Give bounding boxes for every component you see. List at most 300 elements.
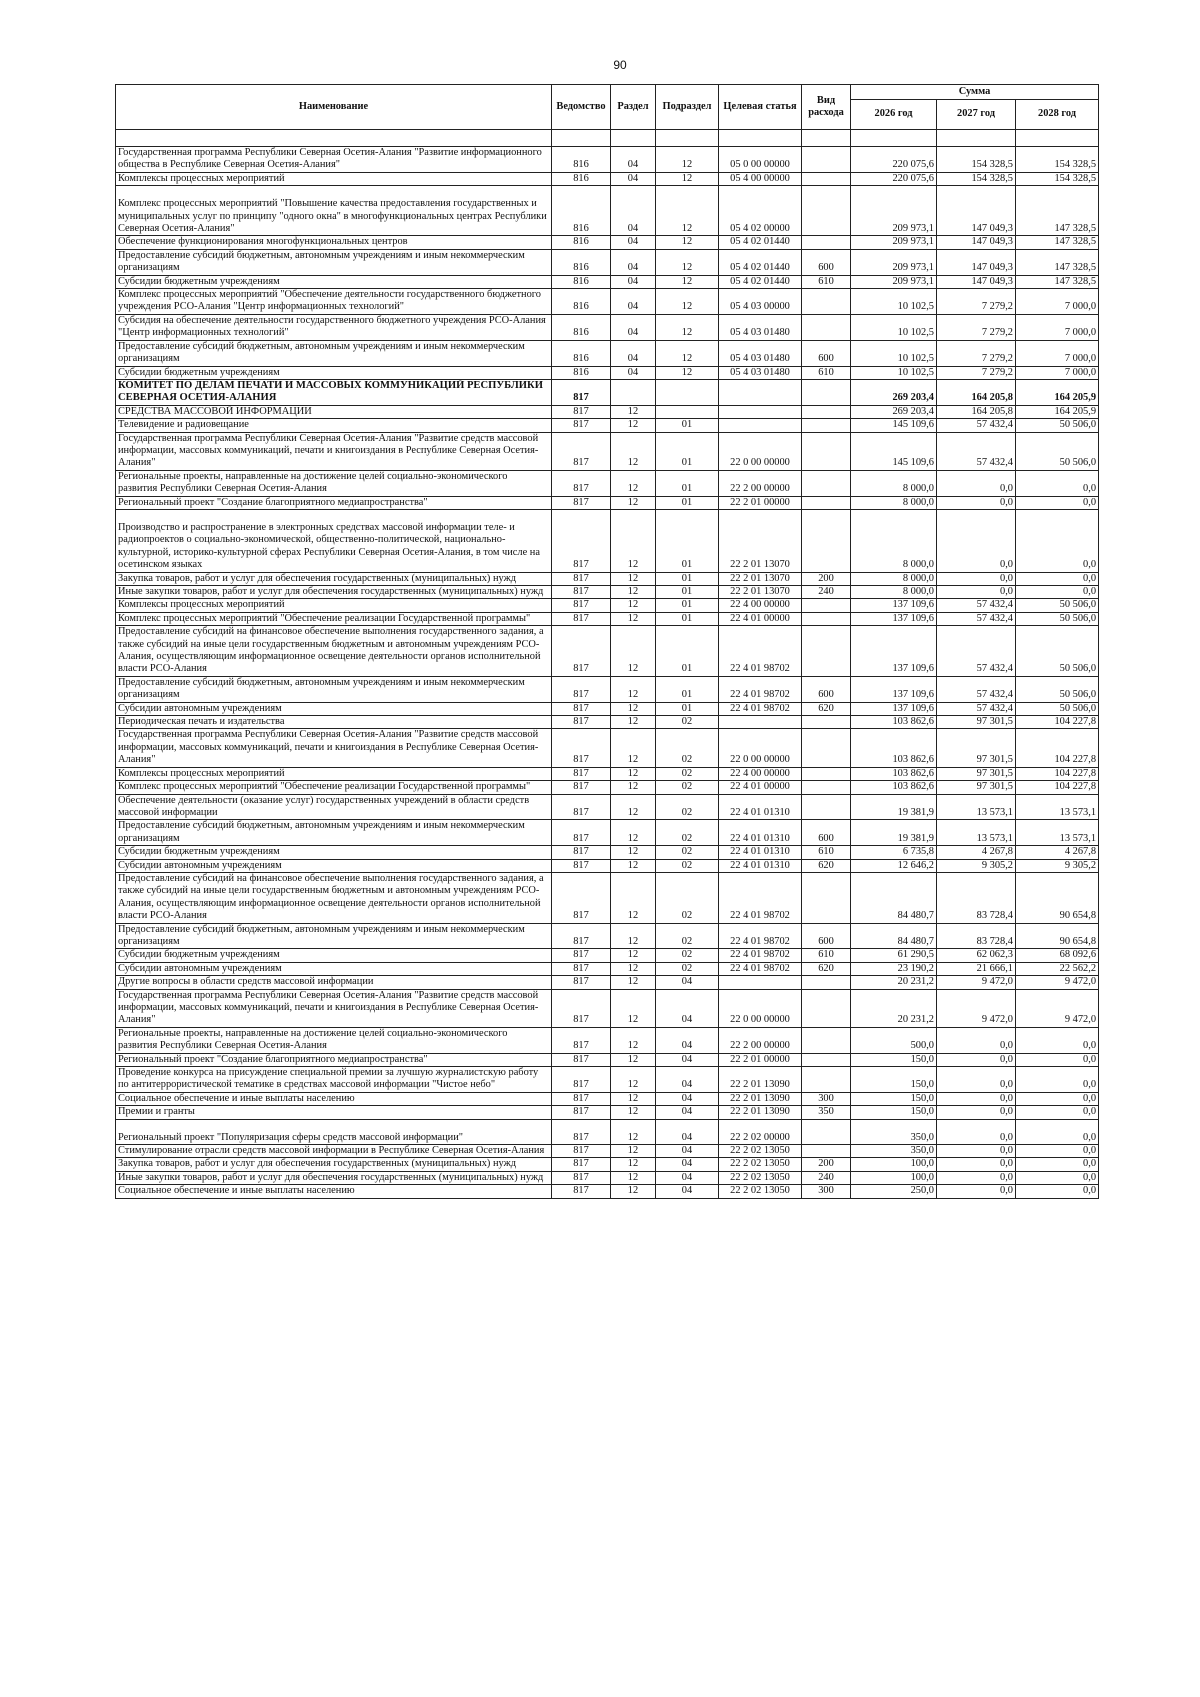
row-sum-2027: 164 205,8 [937, 405, 1016, 418]
row-razdel: 12 [611, 1158, 656, 1171]
row-sum-2028: 147 328,5 [1016, 236, 1099, 249]
row-vid: 620 [802, 702, 851, 715]
row-target [719, 405, 802, 418]
row-sum-2028: 164 205,9 [1016, 405, 1099, 418]
table-row [116, 275, 1099, 288]
row-sum-2026: 220 075,6 [851, 147, 937, 173]
row-vedomstvo: 817 [552, 1185, 611, 1198]
row-sum-2027: 147 049,3 [937, 186, 1016, 236]
row-sum-2026: 150,0 [851, 1053, 937, 1066]
row-podrazdel: 01 [656, 586, 719, 599]
table-row [116, 1171, 1099, 1184]
row-razdel: 12 [611, 676, 656, 702]
row-sum-2026: 145 109,6 [851, 419, 937, 432]
header-name: Наименование [116, 85, 552, 130]
row-vid [802, 716, 851, 729]
table-row [116, 340, 1099, 366]
row-target: 22 4 01 01310 [719, 846, 802, 859]
page-number: 90 [613, 58, 627, 72]
row-sum-2028: 0,0 [1016, 1145, 1099, 1158]
row-podrazdel: 02 [656, 794, 719, 820]
row-sum-2028: 50 506,0 [1016, 599, 1099, 612]
row-podrazdel: 12 [656, 366, 719, 379]
row-sum-2026: 100,0 [851, 1158, 937, 1171]
row-sum-2027: 0,0 [937, 586, 1016, 599]
table-row [116, 470, 1099, 496]
row-razdel: 12 [611, 976, 656, 989]
row-vid [802, 405, 851, 418]
row-name: Субсидии бюджетным учреждениям [116, 366, 552, 379]
row-sum-2026: 10 102,5 [851, 340, 937, 366]
row-name: Периодическая печать и издательства [116, 716, 552, 729]
table-row [116, 767, 1099, 780]
row-name: Комплекс процессных мероприятий "Обеспечение реализации Государственной программы" [116, 781, 552, 794]
row-target: 22 2 01 13090 [719, 1067, 802, 1093]
row-target: 22 2 01 13090 [719, 1106, 802, 1119]
row-podrazdel: 04 [656, 976, 719, 989]
table-row [116, 172, 1099, 185]
row-podrazdel: 04 [656, 1158, 719, 1171]
row-target: 22 2 00 00000 [719, 1027, 802, 1053]
row-vid [802, 1053, 851, 1066]
budget-table [115, 84, 1099, 1199]
row-sum-2026: 350,0 [851, 1145, 937, 1158]
row-razdel: 12 [611, 859, 656, 872]
row-podrazdel: 04 [656, 1053, 719, 1066]
row-name: Комплекс процессных мероприятий "Обеспечение реализации Государственной программы" [116, 612, 552, 625]
row-vedomstvo: 817 [552, 729, 611, 767]
row-vid [802, 432, 851, 470]
row-sum-2028: 0,0 [1016, 1185, 1099, 1198]
table-row [116, 509, 1099, 572]
row-razdel: 04 [611, 172, 656, 185]
row-vid [802, 1119, 851, 1144]
row-sum-2028: 0,0 [1016, 1119, 1099, 1144]
row-name: Предоставление субсидий бюджетным, автономным учреждениям и иным некоммерческим организациям [116, 676, 552, 702]
row-sum-2026: 12 646,2 [851, 859, 937, 872]
row-sum-2026: 250,0 [851, 1185, 937, 1198]
row-razdel: 04 [611, 314, 656, 340]
row-sum-2027: 57 432,4 [937, 612, 1016, 625]
row-sum-2026: 8 000,0 [851, 470, 937, 496]
row-target: 22 2 02 13050 [719, 1158, 802, 1171]
row-vid: 350 [802, 1106, 851, 1119]
table-row [116, 626, 1099, 677]
table-row [116, 1106, 1099, 1119]
row-name: Государственная программа Республики Северная Осетия-Алания "Развитие средств массовой информации, массовых коммуникаций, печати и книгоиздания в Республике Северная Осетия-Алания" [116, 729, 552, 767]
row-target: 22 4 01 98702 [719, 872, 802, 923]
row-name: Телевидение и радиовещание [116, 419, 552, 432]
row-sum-2028: 50 506,0 [1016, 676, 1099, 702]
row-podrazdel: 02 [656, 872, 719, 923]
row-razdel: 12 [611, 949, 656, 962]
row-name: Стимулирование отрасли средств массовой информации в Республике Северная Осетия-Алания [116, 1145, 552, 1158]
row-vid [802, 289, 851, 315]
row-vid [802, 147, 851, 173]
table-row [116, 405, 1099, 418]
row-podrazdel: 04 [656, 1067, 719, 1093]
row-vedomstvo: 817 [552, 989, 611, 1027]
row-target: 05 4 03 01480 [719, 366, 802, 379]
row-name: Предоставление субсидий на финансовое обеспечение выполнения государственного задания, а также субсидий на иные цели государственным бюджетным и автономным учреждениям РСО-Алания, осуществляющим информационное освещение деятельности органов исполнительной власти РСО-Алания [116, 626, 552, 677]
row-sum-2026: 137 109,6 [851, 702, 937, 715]
row-target: 05 4 03 00000 [719, 289, 802, 315]
row-podrazdel: 01 [656, 509, 719, 572]
row-name: Комплексы процессных мероприятий [116, 172, 552, 185]
row-name-text: Региональный проект "Популяризация сферы средств массовой информации" [118, 1131, 464, 1143]
row-sum-2028: 104 227,8 [1016, 716, 1099, 729]
row-vedomstvo: 817 [552, 1092, 611, 1105]
header-vedomstvo: Ведомство [552, 85, 611, 130]
row-vedomstvo: 816 [552, 249, 611, 275]
row-sum-2028: 0,0 [1016, 586, 1099, 599]
row-sum-2027: 0,0 [937, 1053, 1016, 1066]
row-vid [802, 781, 851, 794]
row-vedomstvo: 816 [552, 172, 611, 185]
row-sum-2026: 209 973,1 [851, 275, 937, 288]
row-podrazdel: 01 [656, 470, 719, 496]
row-vid [802, 172, 851, 185]
row-razdel: 12 [611, 419, 656, 432]
row-vid [802, 379, 851, 405]
row-name: Региональные проекты, направленные на достижение целей социально-экономического развития Республики Северная Осетия-Алания [116, 1027, 552, 1053]
row-razdel [611, 379, 656, 405]
row-vid [802, 794, 851, 820]
row-target: 22 2 02 13050 [719, 1185, 802, 1198]
row-vid [802, 1145, 851, 1158]
row-podrazdel: 01 [656, 702, 719, 715]
row-name [116, 1119, 552, 1144]
row-sum-2027: 57 432,4 [937, 676, 1016, 702]
row-podrazdel: 04 [656, 1119, 719, 1144]
row-vid [802, 1027, 851, 1053]
row-sum-2028: 0,0 [1016, 1067, 1099, 1093]
row-sum-2028: 7 000,0 [1016, 366, 1099, 379]
table-row [116, 781, 1099, 794]
row-sum-2027: 9 472,0 [937, 976, 1016, 989]
row-name: Комплекс процессных мероприятий "Обеспечение деятельности государственного бюджетного учреждения РСО-Алания "Центр информационных технологий" [116, 289, 552, 315]
table-body [116, 147, 1099, 1199]
table-row [116, 1119, 1099, 1144]
row-sum-2028: 9 472,0 [1016, 989, 1099, 1027]
row-sum-2027: 0,0 [937, 509, 1016, 572]
row-razdel: 12 [611, 1027, 656, 1053]
row-sum-2028: 9 472,0 [1016, 976, 1099, 989]
row-sum-2026: 100,0 [851, 1171, 937, 1184]
row-vid [802, 626, 851, 677]
row-podrazdel: 01 [656, 612, 719, 625]
row-vedomstvo: 816 [552, 147, 611, 173]
row-target [719, 379, 802, 405]
row-vid [802, 729, 851, 767]
row-sum-2028: 90 654,8 [1016, 923, 1099, 949]
row-podrazdel [656, 379, 719, 405]
row-sum-2027: 57 432,4 [937, 626, 1016, 677]
row-razdel: 04 [611, 366, 656, 379]
row-sum-2027: 7 279,2 [937, 366, 1016, 379]
table-row [116, 962, 1099, 975]
row-razdel: 12 [611, 612, 656, 625]
row-vid: 610 [802, 275, 851, 288]
row-name: Закупка товаров, работ и услуг для обеспечения государственных (муниципальных) нужд [116, 1158, 552, 1171]
row-podrazdel: 12 [656, 172, 719, 185]
row-vedomstvo: 817 [552, 496, 611, 509]
table-row [116, 1092, 1099, 1105]
table-row [116, 586, 1099, 599]
row-sum-2027: 154 328,5 [937, 147, 1016, 173]
row-podrazdel: 12 [656, 340, 719, 366]
row-sum-2026: 150,0 [851, 1092, 937, 1105]
row-razdel: 12 [611, 1053, 656, 1066]
row-vedomstvo: 816 [552, 236, 611, 249]
row-target: 05 4 02 01440 [719, 236, 802, 249]
row-razdel: 12 [611, 872, 656, 923]
row-name: Региональные проекты, направленные на достижение целей социально-экономического развития Республики Северная Осетия-Алания [116, 470, 552, 496]
row-sum-2028: 13 573,1 [1016, 820, 1099, 846]
row-vedomstvo: 817 [552, 432, 611, 470]
table-row [116, 1158, 1099, 1171]
row-razdel: 12 [611, 626, 656, 677]
row-sum-2028: 13 573,1 [1016, 794, 1099, 820]
row-razdel: 12 [611, 1067, 656, 1093]
table-row [116, 186, 1099, 236]
table-row [116, 794, 1099, 820]
table-row [116, 419, 1099, 432]
row-sum-2028: 0,0 [1016, 1106, 1099, 1119]
row-sum-2028: 164 205,9 [1016, 379, 1099, 405]
row-vedomstvo: 817 [552, 846, 611, 859]
row-sum-2026: 23 190,2 [851, 962, 937, 975]
row-razdel: 12 [611, 923, 656, 949]
row-podrazdel: 04 [656, 1171, 719, 1184]
row-target: 22 4 01 01310 [719, 794, 802, 820]
row-podrazdel: 01 [656, 419, 719, 432]
row-sum-2028: 147 328,5 [1016, 249, 1099, 275]
row-vedomstvo: 816 [552, 275, 611, 288]
row-sum-2026: 103 862,6 [851, 767, 937, 780]
row-target: 05 4 02 01440 [719, 275, 802, 288]
row-vedomstvo: 817 [552, 470, 611, 496]
row-sum-2028: 68 092,6 [1016, 949, 1099, 962]
row-sum-2026: 209 973,1 [851, 249, 937, 275]
row-vid [802, 1067, 851, 1093]
row-vid: 620 [802, 962, 851, 975]
row-razdel: 04 [611, 236, 656, 249]
row-name: Государственная программа Республики Северная Осетия-Алания "Развитие средств массовой информации, массовых коммуникаций, печати и книгоиздания в Республике Северная Осетия-Алания" [116, 989, 552, 1027]
row-vid [802, 767, 851, 780]
row-vedomstvo: 817 [552, 586, 611, 599]
row-vedomstvo: 816 [552, 366, 611, 379]
row-sum-2027: 154 328,5 [937, 172, 1016, 185]
row-sum-2028: 104 227,8 [1016, 767, 1099, 780]
table-row [116, 676, 1099, 702]
row-vedomstvo: 817 [552, 1119, 611, 1144]
row-target: 22 4 00 00000 [719, 767, 802, 780]
row-sum-2027: 83 728,4 [937, 923, 1016, 949]
row-name: Обеспечение функционирования многофункциональных центров [116, 236, 552, 249]
row-vid: 600 [802, 340, 851, 366]
row-podrazdel: 04 [656, 1106, 719, 1119]
row-vedomstvo: 817 [552, 626, 611, 677]
row-vid: 600 [802, 249, 851, 275]
row-podrazdel: 12 [656, 186, 719, 236]
row-razdel: 12 [611, 820, 656, 846]
header-vid: Вид расхода [802, 85, 851, 130]
row-vedomstvo: 817 [552, 859, 611, 872]
row-name: Комплексы процессных мероприятий [116, 599, 552, 612]
row-sum-2026: 8 000,0 [851, 572, 937, 585]
table-row [116, 702, 1099, 715]
row-sum-2027: 7 279,2 [937, 289, 1016, 315]
row-name: Иные закупки товаров, работ и услуг для обеспечения государственных (муниципальных) нужд [116, 586, 552, 599]
row-vid [802, 872, 851, 923]
row-sum-2028: 4 267,8 [1016, 846, 1099, 859]
row-vid [802, 419, 851, 432]
row-name: Региональный проект "Создание благоприятного медиапространства" [116, 496, 552, 509]
row-razdel: 12 [611, 599, 656, 612]
row-sum-2028: 50 506,0 [1016, 419, 1099, 432]
row-podrazdel: 02 [656, 820, 719, 846]
table-row [116, 366, 1099, 379]
row-podrazdel: 01 [656, 599, 719, 612]
row-vid: 600 [802, 820, 851, 846]
row-target: 22 2 01 13070 [719, 509, 802, 572]
table-row [116, 1145, 1099, 1158]
row-sum-2027: 0,0 [937, 1119, 1016, 1144]
row-sum-2026: 150,0 [851, 1106, 937, 1119]
row-sum-2028: 90 654,8 [1016, 872, 1099, 923]
row-target: 22 2 01 13090 [719, 1092, 802, 1105]
table-row [116, 949, 1099, 962]
row-sum-2026: 350,0 [851, 1119, 937, 1144]
row-vedomstvo: 817 [552, 405, 611, 418]
row-sum-2027: 57 432,4 [937, 432, 1016, 470]
row-name: КОМИТЕТ ПО ДЕЛАМ ПЕЧАТИ И МАССОВЫХ КОММУНИКАЦИЙ РЕСПУБЛИКИ СЕВЕРНАЯ ОСЕТИЯ-АЛАНИЯ [116, 379, 552, 405]
row-vedomstvo: 817 [552, 1145, 611, 1158]
row-target: 05 4 03 01480 [719, 314, 802, 340]
row-sum-2026: 145 109,6 [851, 432, 937, 470]
row-razdel: 12 [611, 1145, 656, 1158]
row-sum-2028: 147 328,5 [1016, 275, 1099, 288]
row-vedomstvo: 817 [552, 1027, 611, 1053]
row-vid: 300 [802, 1185, 851, 1198]
row-podrazdel: 02 [656, 846, 719, 859]
row-sum-2028: 154 328,5 [1016, 172, 1099, 185]
row-vedomstvo: 817 [552, 923, 611, 949]
row-vid [802, 599, 851, 612]
row-name: Субсидии автономным учреждениям [116, 702, 552, 715]
row-target: 22 2 02 13050 [719, 1145, 802, 1158]
row-vedomstvo: 817 [552, 716, 611, 729]
row-vedomstvo: 817 [552, 872, 611, 923]
row-name: Комплексы процессных мероприятий [116, 767, 552, 780]
row-podrazdel: 04 [656, 1027, 719, 1053]
row-sum-2027: 147 049,3 [937, 275, 1016, 288]
row-vedomstvo: 817 [552, 676, 611, 702]
row-vid: 240 [802, 586, 851, 599]
row-vedomstvo: 817 [552, 794, 611, 820]
row-name: Премии и гранты [116, 1106, 552, 1119]
row-sum-2028: 7 000,0 [1016, 289, 1099, 315]
row-razdel: 12 [611, 716, 656, 729]
row-name-text: Производство и распространение в электронных средствах массовой информации теле- и радиопроектов о социально-экономической, общественно-политической, национально-культурной, историко-культурной сферах Республики Северная Осетия-Алания, в том числе на осетинском языках [118, 521, 540, 571]
row-vid: 610 [802, 949, 851, 962]
row-razdel: 12 [611, 509, 656, 572]
row-sum-2028: 0,0 [1016, 1092, 1099, 1105]
table-row [116, 314, 1099, 340]
row-sum-2028: 50 506,0 [1016, 432, 1099, 470]
row-sum-2026: 137 109,6 [851, 626, 937, 677]
table-row [116, 612, 1099, 625]
row-sum-2027: 0,0 [937, 470, 1016, 496]
row-sum-2026: 137 109,6 [851, 612, 937, 625]
row-sum-2026: 137 109,6 [851, 599, 937, 612]
row-target: 22 4 01 00000 [719, 781, 802, 794]
table-row [116, 147, 1099, 173]
row-vid: 610 [802, 846, 851, 859]
row-sum-2027: 0,0 [937, 1106, 1016, 1119]
table-row [116, 1067, 1099, 1093]
row-razdel: 12 [611, 496, 656, 509]
row-razdel: 12 [611, 846, 656, 859]
row-razdel: 12 [611, 962, 656, 975]
row-sum-2028: 22 562,2 [1016, 962, 1099, 975]
row-sum-2026: 8 000,0 [851, 509, 937, 572]
row-target [719, 716, 802, 729]
row-name: Предоставление субсидий бюджетным, автономным учреждениям и иным некоммерческим организациям [116, 923, 552, 949]
row-name: Проведение конкурса на присуждение специальной премии за лучшую журналистскую работу по антитеррористической тематике в средствах массовой информации "Чистое небо" [116, 1067, 552, 1093]
row-target: 22 2 02 13050 [719, 1171, 802, 1184]
row-vid [802, 236, 851, 249]
row-sum-2028: 104 227,8 [1016, 781, 1099, 794]
row-podrazdel: 02 [656, 923, 719, 949]
row-vedomstvo: 817 [552, 1171, 611, 1184]
row-sum-2028: 0,0 [1016, 1171, 1099, 1184]
table-row [116, 729, 1099, 767]
row-vedomstvo: 817 [552, 1106, 611, 1119]
row-vedomstvo: 817 [552, 820, 611, 846]
row-razdel: 04 [611, 289, 656, 315]
row-sum-2027: 97 301,5 [937, 781, 1016, 794]
row-sum-2026: 6 735,8 [851, 846, 937, 859]
row-vid: 200 [802, 1158, 851, 1171]
row-sum-2028: 0,0 [1016, 1027, 1099, 1053]
row-sum-2026: 8 000,0 [851, 586, 937, 599]
table-row [116, 989, 1099, 1027]
row-target: 22 4 01 98702 [719, 676, 802, 702]
row-target: 22 2 02 00000 [719, 1119, 802, 1144]
row-razdel: 12 [611, 405, 656, 418]
table-row [116, 859, 1099, 872]
row-vedomstvo: 817 [552, 509, 611, 572]
table-row [116, 872, 1099, 923]
row-vedomstvo: 817 [552, 962, 611, 975]
row-razdel: 12 [611, 1092, 656, 1105]
row-name: Другие вопросы в области средств массовой информации [116, 976, 552, 989]
row-podrazdel: 12 [656, 314, 719, 340]
row-sum-2027: 4 267,8 [937, 846, 1016, 859]
row-podrazdel: 01 [656, 626, 719, 677]
row-sum-2027: 83 728,4 [937, 872, 1016, 923]
row-razdel: 12 [611, 1185, 656, 1198]
row-sum-2026: 209 973,1 [851, 186, 937, 236]
row-sum-2028: 7 000,0 [1016, 314, 1099, 340]
row-vedomstvo: 817 [552, 1053, 611, 1066]
row-sum-2026: 20 231,2 [851, 976, 937, 989]
row-sum-2027: 97 301,5 [937, 716, 1016, 729]
row-target: 22 0 00 00000 [719, 432, 802, 470]
row-sum-2028: 154 328,5 [1016, 147, 1099, 173]
